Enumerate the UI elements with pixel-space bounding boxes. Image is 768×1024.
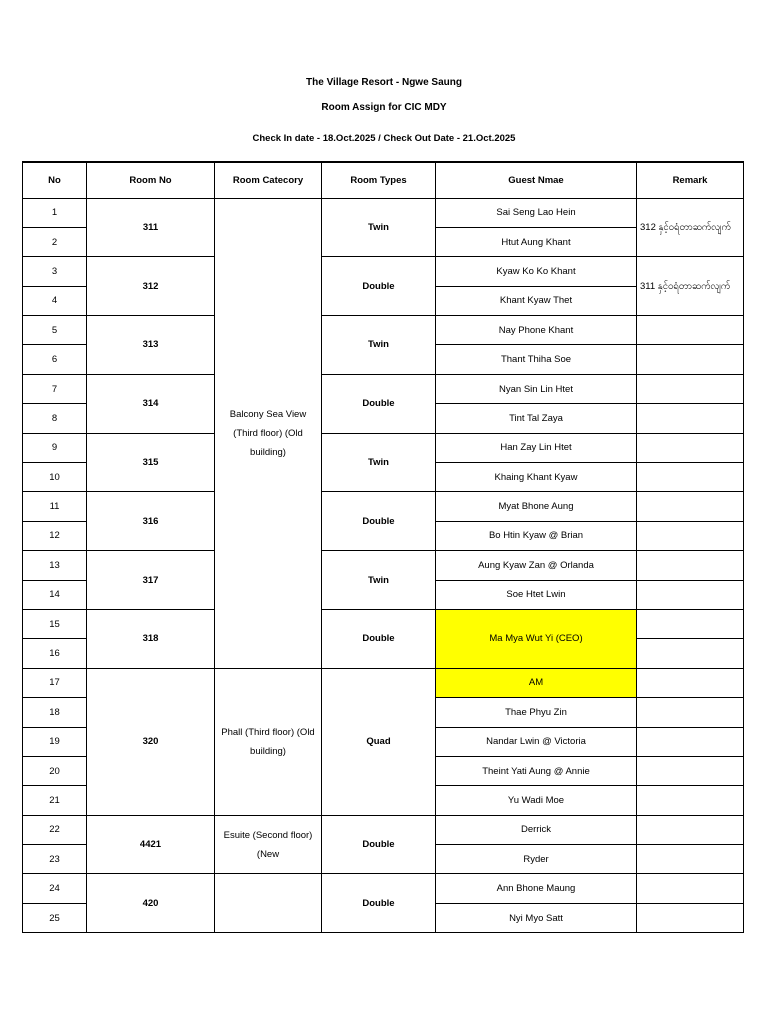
room-type: Double — [322, 492, 436, 551]
header-no: No — [23, 162, 87, 198]
room-number: 313 — [87, 316, 215, 375]
guest-name: Bo Htin Kyaw @ Brian — [436, 521, 637, 550]
remark — [637, 786, 744, 815]
room-number: 311 — [87, 198, 215, 257]
table-row — [23, 374, 744, 403]
room-type: Double — [322, 257, 436, 316]
row-no: 12 — [23, 521, 87, 550]
room-type: Double — [322, 609, 436, 668]
guest-name: Thae Phyu Zin — [436, 698, 637, 727]
remark — [637, 580, 744, 609]
remark: 312 နှင့်ဝရံတာဆက်လျက် — [637, 198, 744, 257]
row-no: 2 — [23, 227, 87, 256]
table-row — [23, 551, 744, 580]
room-number: 316 — [87, 492, 215, 551]
room-type: Twin — [322, 433, 436, 492]
remark — [637, 698, 744, 727]
remark — [637, 374, 744, 403]
remark — [637, 521, 744, 550]
row-no: 10 — [23, 463, 87, 492]
remark — [637, 668, 744, 697]
row-no: 6 — [23, 345, 87, 374]
remark — [637, 815, 744, 844]
table-row — [23, 492, 744, 521]
row-no: 16 — [23, 639, 87, 668]
row-no: 5 — [23, 316, 87, 345]
table-row — [23, 815, 744, 844]
row-no: 19 — [23, 727, 87, 756]
room-type: Twin — [322, 316, 436, 375]
guest-name-highlighted: Ma Mya Wut Yi (CEO) — [436, 609, 637, 668]
room-category — [215, 874, 322, 933]
guest-name: Nyi Myo Satt — [436, 903, 637, 932]
row-no: 8 — [23, 404, 87, 433]
guest-name: Myat Bhone Aung — [436, 492, 637, 521]
document-title: The Village Resort - Ngwe Saung — [306, 77, 462, 88]
room-number: 320 — [87, 668, 215, 815]
row-no: 7 — [23, 374, 87, 403]
row-no: 18 — [23, 698, 87, 727]
table-row — [23, 609, 744, 638]
guest-name: Theint Yati Aung @ Annie — [436, 756, 637, 785]
room-number: 4421 — [87, 815, 215, 874]
row-no: 9 — [23, 433, 87, 462]
room-category: Esuite (Second floor) (New — [215, 815, 322, 874]
room-number: 317 — [87, 551, 215, 610]
row-no: 21 — [23, 786, 87, 815]
table-row — [23, 433, 744, 462]
table-row — [23, 874, 744, 903]
room-number: 318 — [87, 609, 215, 668]
remark — [637, 433, 744, 462]
room-type: Quad — [322, 668, 436, 815]
table-row — [23, 316, 744, 345]
guest-name: Khant Kyaw Thet — [436, 286, 637, 315]
row-no: 14 — [23, 580, 87, 609]
row-no: 22 — [23, 815, 87, 844]
remark — [637, 463, 744, 492]
row-no: 4 — [23, 286, 87, 315]
guest-name: Derrick — [436, 815, 637, 844]
guest-name: Thant Thiha Soe — [436, 345, 637, 374]
guest-name: Han Zay Lin Htet — [436, 433, 637, 462]
guest-name: Yu Wadi Moe — [436, 786, 637, 815]
room-assignment-table — [22, 161, 744, 933]
guest-name-highlighted: AM — [436, 668, 637, 697]
header-room-no: Room No — [87, 162, 215, 198]
guest-name: Soe Htet Lwin — [436, 580, 637, 609]
guest-name: Nyan Sin Lin Htet — [436, 374, 637, 403]
remark — [637, 845, 744, 874]
remark — [637, 404, 744, 433]
remark — [637, 756, 744, 785]
header-remark: Remark — [637, 162, 744, 198]
remark — [637, 551, 744, 580]
row-no: 24 — [23, 874, 87, 903]
guest-name: Ann Bhone Maung — [436, 874, 637, 903]
remark — [637, 903, 744, 932]
room-type: Twin — [322, 198, 436, 257]
room-number: 315 — [87, 433, 215, 492]
row-no: 25 — [23, 903, 87, 932]
header-guest-name: Guest Nmae — [436, 162, 637, 198]
guest-name: Aung Kyaw Zan @ Orlanda — [436, 551, 637, 580]
remark — [637, 639, 744, 668]
room-type: Double — [322, 874, 436, 933]
guest-name: Kyaw Ko Ko Khant — [436, 257, 637, 286]
table-row — [23, 198, 744, 227]
guest-name: Nandar Lwin @ Victoria — [436, 727, 637, 756]
room-category: Phall (Third floor) (Old building) — [215, 668, 322, 815]
room-number: 312 — [87, 257, 215, 316]
remark — [637, 345, 744, 374]
room-number: 420 — [87, 874, 215, 933]
header-room-types: Room Types — [322, 162, 436, 198]
remark — [637, 316, 744, 345]
guest-name: Nay Phone Khant — [436, 316, 637, 345]
row-no: 11 — [23, 492, 87, 521]
room-category: Balcony Sea View (Third floor) (Old building) — [215, 198, 322, 668]
row-no: 17 — [23, 668, 87, 697]
table-row — [23, 257, 744, 286]
room-type: Double — [322, 815, 436, 874]
remark — [637, 492, 744, 521]
document-subtitle: Room Assign for CIC MDY — [321, 102, 447, 113]
row-no: 23 — [23, 845, 87, 874]
row-no: 13 — [23, 551, 87, 580]
remark: 311 နှင့်ဝရံတာဆက်လျက် — [637, 257, 744, 316]
table-header-row — [23, 162, 744, 198]
room-type: Double — [322, 374, 436, 433]
guest-name: Tint Tal Zaya — [436, 404, 637, 433]
row-no: 15 — [23, 609, 87, 638]
remark — [637, 874, 744, 903]
header-room-category: Room Catecory — [215, 162, 322, 198]
guest-name: Khaing Khant Kyaw — [436, 463, 637, 492]
guest-name: Ryder — [436, 845, 637, 874]
table-row — [23, 668, 744, 697]
check-in-out-dates: Check In date - 18.Oct.2025 / Check Out Date - 21.Oct.2025 — [252, 133, 516, 144]
guest-name: Htut Aung Khant — [436, 227, 637, 256]
room-type: Twin — [322, 551, 436, 610]
row-no: 3 — [23, 257, 87, 286]
row-no: 1 — [23, 198, 87, 227]
guest-name: Sai Seng Lao Hein — [436, 198, 637, 227]
row-no: 20 — [23, 756, 87, 785]
remark — [637, 727, 744, 756]
room-number: 314 — [87, 374, 215, 433]
remark — [637, 609, 744, 638]
